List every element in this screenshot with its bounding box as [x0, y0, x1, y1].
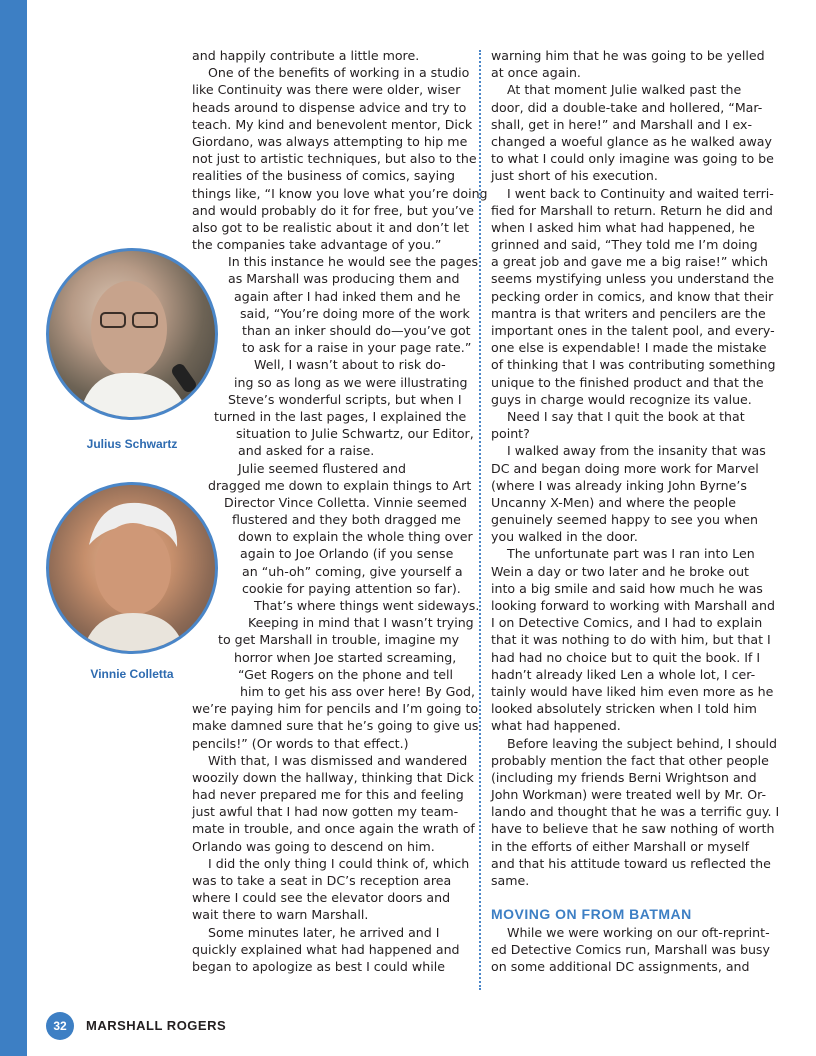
text-line: tainly would have liked him even more as he: [491, 683, 774, 699]
text-line: not just to artistic techniques, but also to the: [192, 151, 477, 167]
text-line: shall, get in here!” and Marshall and I ex-: [491, 116, 753, 132]
column-divider: [479, 50, 481, 990]
text-column-right: [491, 47, 780, 975]
section-heading: MOVING ON FROM BATMAN: [491, 906, 692, 923]
text-line: I did the only thing I could think of, which: [208, 855, 470, 871]
text-line: seems mystifying unless you understand the: [491, 271, 774, 287]
text-line: That’s where things went sideways.: [254, 598, 480, 613]
text-line: and would probably do it for free, but you’ve: [192, 202, 475, 218]
text-line: point?: [491, 426, 530, 442]
text-line: genuinely seemed happy to see you when: [491, 512, 758, 528]
text-line: into a big smile and said how much he was: [491, 580, 763, 596]
text-line: Some minutes later, he arrived and I: [208, 924, 440, 940]
text-line: to what I could only imagine was going to be: [491, 151, 774, 167]
text-line: that it was nothing to do with him, but that I: [491, 632, 771, 648]
text-line: things like, “I know you love what you’re doing: [192, 185, 488, 201]
page-number-badge: [46, 1012, 74, 1040]
text-line: warning him that he was going to be yelled: [491, 48, 765, 63]
portrait-illustration: [49, 485, 215, 651]
text-line: the companies take advantage of you.”: [192, 237, 442, 253]
text-line: just awful that I had now gotten my team-: [192, 804, 459, 820]
side-color-bar: [0, 0, 27, 1056]
text-line: him to get his ass over here! By God,: [240, 683, 476, 699]
text-line: Uncanny X-Men) and where the people: [491, 494, 737, 510]
text-line: to ask for a raise in your page rate.”: [242, 340, 472, 356]
text-line: With that, I was dismissed and wandered: [208, 752, 468, 768]
text-line: have to believe that he saw nothing of worth: [491, 821, 775, 837]
text-line: turned in the last pages, I explained the: [214, 408, 467, 424]
text-line: lando and thought that he was a terrific guy. I: [491, 804, 780, 820]
text-line: Director Vince Colletta. Vinnie seemed: [224, 494, 468, 510]
text-line: began to apologize as best I could while: [192, 958, 445, 974]
text-line: heads around to dispense advice and try to: [192, 99, 467, 115]
text-line: Giordano, was always attempting to hip me: [192, 133, 468, 149]
text-line: make damned sure that he’s going to give us: [192, 718, 479, 734]
text-line: on some additional DC assignments, and: [491, 958, 750, 974]
photo-caption: Julius Schwartz: [86, 437, 178, 451]
text-line: “Get Rogers on the phone and tell: [238, 666, 454, 682]
text-line: when I asked him what had happened, he: [491, 219, 755, 235]
text-line: mantra is that writers and pencilers are the: [491, 305, 766, 321]
text-line: same.: [491, 873, 530, 888]
text-line: fied for Marshall to return. Return he did and: [491, 202, 773, 218]
text-line: one else is expendable! I made the mistake: [491, 340, 767, 356]
text-line: cookie for paying attention so far).: [242, 580, 461, 596]
text-line: I walked away from the insanity that was: [507, 443, 766, 459]
text-line: and happily contribute a little more.: [192, 48, 420, 63]
text-line: pencils!” (Or words to that effect.): [192, 735, 409, 751]
text-line: [491, 889, 766, 906]
text-line: horror when Joe started screaming,: [234, 649, 457, 665]
text-line: again after I had inked them and he: [234, 288, 461, 304]
text-line: said, “You’re doing more of the work: [240, 305, 470, 321]
text-line: was to take a seat in DC’s reception area: [192, 873, 452, 888]
text-line: down to explain the whole thing over: [238, 529, 473, 545]
portrait-illustration: [49, 251, 215, 417]
text-line: as Marshall was producing them and: [228, 271, 460, 287]
text-line: looked absolutely stricken when I told him: [491, 701, 757, 717]
text-line: (where I was already inking John Byrne’s: [491, 477, 747, 493]
text-line: wait there to warn Marshall.: [192, 907, 369, 923]
text-line: guys in charge would recognize its value.: [491, 391, 752, 407]
text-line: quickly explained what had happened and: [192, 941, 460, 957]
text-line: While we were working on our oft-reprint-: [507, 924, 770, 940]
text-line: In this instance he would see the pages: [228, 254, 478, 270]
text-line: an “uh-oh” coming, give yourself a: [242, 563, 463, 579]
text-line: Julie seemed flustered and: [238, 460, 407, 476]
text-line: Before leaving the subject behind, I should: [507, 735, 778, 751]
text-line: mate in trouble, and once again the wrath of: [192, 821, 475, 837]
text-line: grinned and said, “They told me I’m doing: [491, 237, 758, 253]
text-line: you walked in the door.: [491, 529, 638, 545]
text-line: (including my friends Berni Wrightson and: [491, 769, 757, 785]
text-line: where I could see the elevator doors and: [192, 890, 451, 906]
text-line: than an inker should do—you’ve got: [242, 323, 471, 338]
text-line: Wein a day or two later and he broke out: [491, 563, 749, 579]
text-line: like Continuity was there were older, wiser: [192, 82, 461, 98]
text-line: ed Detective Comics run, Marshall was busy: [491, 941, 770, 957]
text-line: also got to be realistic about it and don’t let: [192, 219, 470, 235]
text-line: situation to Julie Schwartz, our Editor,: [236, 426, 474, 442]
text-line: probably mention the fact that other people: [491, 752, 769, 768]
text-line: The unfortunate part was I ran into Len: [507, 546, 755, 562]
text-line: to get Marshall in trouble, imagine my: [218, 632, 460, 648]
text-line: teach. My kind and benevolent mentor, Dick: [192, 116, 473, 132]
text-line: flustered and they both dragged me: [232, 512, 461, 528]
text-line: Orlando was going to descend on him.: [192, 838, 435, 854]
text-line: again to Joe Orlando (if you sense: [240, 546, 454, 562]
text-line: At that moment Julie walked past the: [507, 82, 742, 98]
page-number: 32: [53, 1019, 67, 1033]
text-line: One of the benefits of working in a studio: [208, 65, 470, 81]
text-line: what had happened.: [491, 718, 621, 734]
text-line: changed a woeful glance as he walked away: [491, 133, 772, 149]
text-line: a great job and gave me a big raise!” which: [491, 254, 769, 270]
text-line: at once again.: [491, 65, 581, 81]
text-line: Well, I wasn’t about to risk do-: [254, 357, 446, 373]
running-head: MARSHALL ROGERS: [86, 1018, 227, 1033]
text-line: important ones in the talent pool, and every-: [491, 323, 775, 338]
text-line: I went back to Continuity and waited terri-: [507, 185, 774, 201]
text-line: ing so as long as we were illustrating: [234, 374, 468, 390]
text-column-left: [192, 47, 488, 975]
text-line: realities of the business of comics, saying: [192, 168, 456, 184]
text-line: had had no choice but to quit the book. If I: [491, 649, 761, 665]
text-line: Steve’s wonderful scripts, but when I: [228, 391, 462, 407]
text-line: Need I say that I quit the book at that: [507, 408, 745, 424]
text-line: we’re paying him for pencils and I’m going to: [192, 701, 479, 717]
text-line: hadn’t already liked Len a whole lot, I cer-: [491, 666, 756, 682]
text-line: and that his attitude toward us reflected the: [491, 855, 771, 871]
text-line: John Workman) were treated well by Mr. Or-: [491, 787, 767, 803]
text-line: dragged me down to explain things to Art: [208, 477, 472, 493]
text-line: pecking order in comics, and know that their: [491, 288, 774, 304]
text-line: woozily down the hallway, thinking that Dick: [192, 769, 474, 785]
text-line: of thinking that I was contributing something: [491, 357, 776, 373]
julius-schwartz-photo: [46, 248, 218, 420]
text-line: had never prepared me for this and feeling: [192, 787, 464, 803]
text-line: door, did a double-take and hollered, “Mar-: [491, 99, 763, 115]
photo-caption: Vinnie Colletta: [90, 667, 174, 681]
text-line: and asked for a raise.: [238, 443, 375, 459]
text-line: in the efforts of either Marshall or myself: [491, 838, 750, 854]
vinnie-colletta-photo: [46, 482, 218, 654]
text-line: unique to the finished product and that the: [491, 374, 764, 390]
text-line: looking forward to working with Marshall and: [491, 598, 776, 613]
text-line: Keeping in mind that I wasn’t trying: [248, 615, 474, 631]
text-line: I on Detective Comics, and I had to explain: [491, 615, 763, 631]
text-line: just short of his execution.: [491, 168, 658, 184]
text-line: DC and began doing more work for Marvel: [491, 460, 759, 476]
